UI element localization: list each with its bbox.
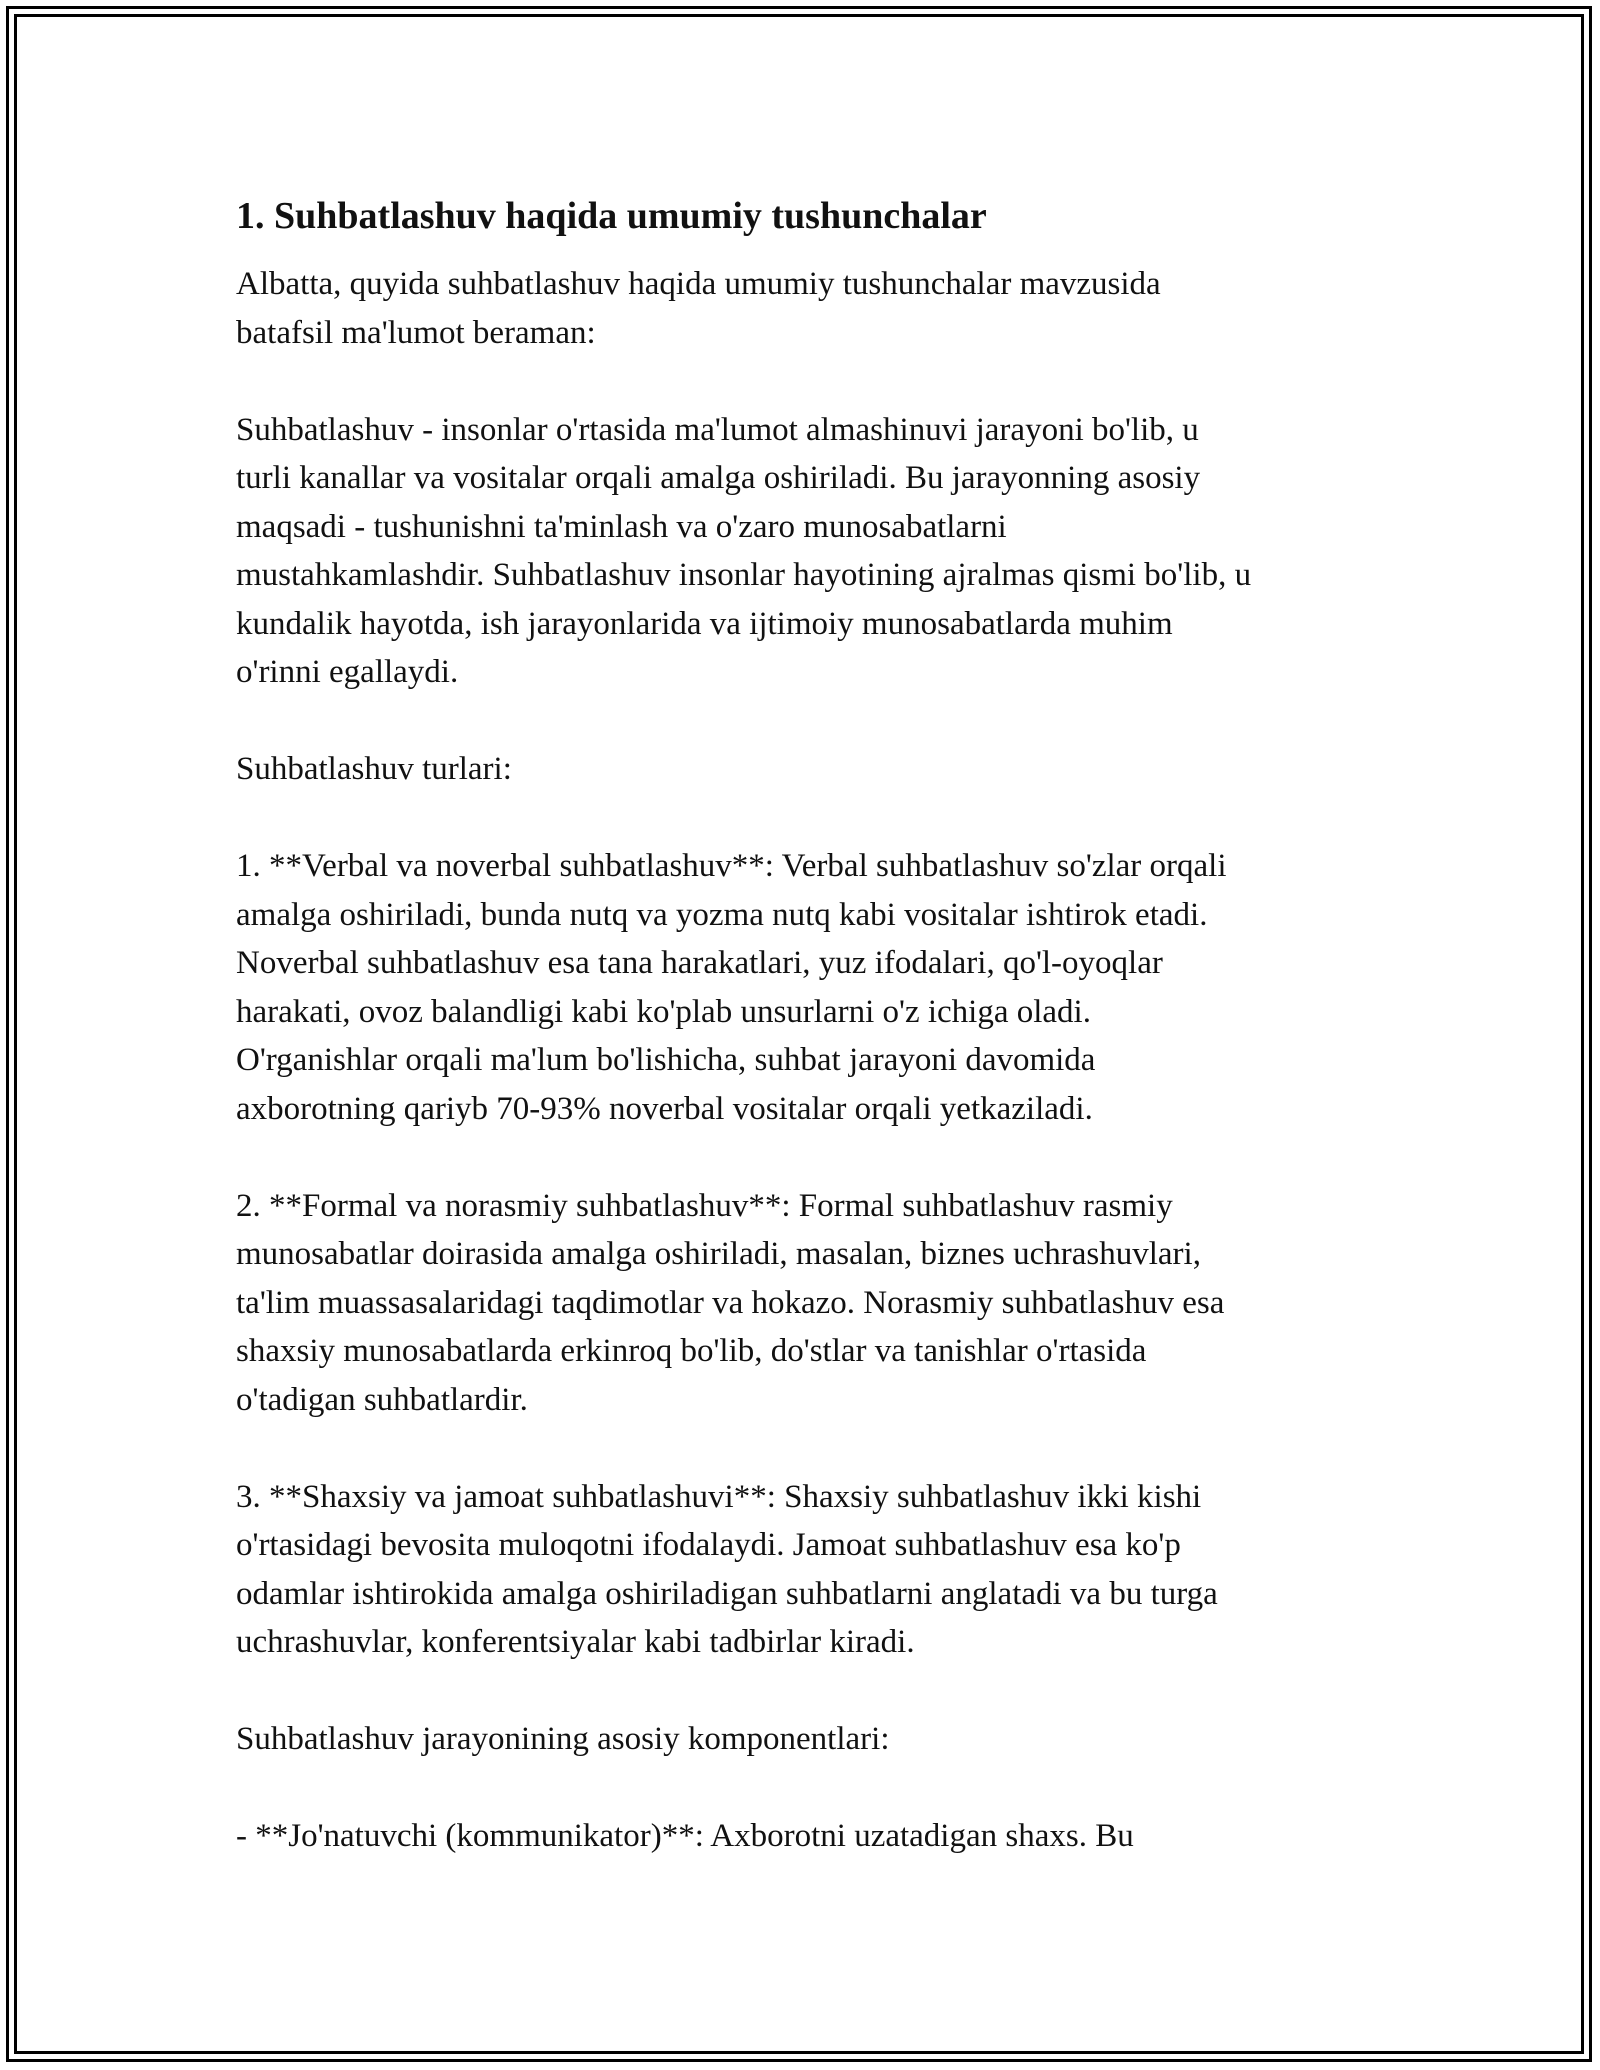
text-line: kundalik hayotda, ish jarayonlarida va ijtimoiy munosabatlarda muhim	[236, 605, 1173, 642]
text-line: 2. **Formal va norasmiy suhbatlashuv**: Formal suhbatlashuv rasmiy	[236, 1187, 1173, 1224]
text-line: turli kanallar va vositalar orqali amalga oshiriladi. Bu jarayonning asosiy	[236, 460, 1201, 496]
text-line: odamlar ishtirokida amalga oshiriladigan suhbatlarni anglatadi va bu turga	[236, 1575, 1218, 1612]
document-page	[236, 190, 1386, 1861]
paragraph-gap	[236, 357, 1386, 406]
paragraph	[236, 842, 1386, 1133]
text-line: o'rinni egallaydi.	[236, 654, 459, 690]
paragraph	[236, 1182, 1386, 1425]
text-line: Noverbal suhbatlashuv esa tana harakatlari, yuz ifodalari, qo'l-oyoqlar	[236, 945, 1163, 981]
paragraph-gap	[236, 1133, 1386, 1182]
text-line: maqsadi - tushunishni ta'minlash va o'zaro munosabatlarni	[236, 508, 1007, 545]
paragraph	[236, 1473, 1386, 1667]
text-line: o'tadigan suhbatlardir.	[236, 1381, 528, 1418]
text-line: o'rtasidagi bevosita muloqotni ifodalaydi. Jamoat suhbatlashuv esa ko'p	[236, 1527, 1181, 1563]
text-line: mustahkamlashdir. Suhbatlashuv insonlar hayotining ajralmas qismi bo'lib, u	[236, 557, 1252, 593]
paragraph-gap	[236, 1667, 1386, 1716]
text-line: harakati, ovoz balandligi kabi ko'plab unsurlarni o'z ichiga oladi.	[236, 993, 1091, 1030]
text-line: 3. **Shaxsiy va jamoat suhbatlashuvi**: Shaxsiy suhbatlashuv ikki kishi	[236, 1478, 1202, 1515]
paragraph	[236, 1812, 1386, 1861]
paragraph	[236, 1715, 1386, 1764]
text-line: - **Jo'natuvchi (kommunikator)**: Axborotni uzatadigan shaxs. Bu	[236, 1818, 1134, 1854]
text-line: batafsil ma'lumot beraman:	[236, 314, 596, 351]
text-line: O'rganishlar orqali ma'lum bo'lishicha, suhbat jarayoni davomida	[236, 1042, 1096, 1078]
document-body	[236, 260, 1386, 1861]
paragraph	[236, 260, 1386, 357]
text-line: Suhbatlashuv turlari:	[236, 751, 512, 787]
paragraph-gap	[236, 1424, 1386, 1473]
text-line: ta'lim muassasalaridagi taqdimotlar va hokazo. Norasmiy suhbatlashuv esa	[236, 1284, 1225, 1321]
text-line: amalga oshiriladi, bunda nutq va yozma nutq kabi vositalar ishtirok etadi.	[236, 896, 1208, 933]
paragraph	[236, 745, 1386, 794]
paragraph-gap	[236, 1764, 1386, 1813]
text-line: 1. **Verbal va noverbal suhbatlashuv**: Verbal suhbatlashuv so'zlar orqali	[236, 848, 1227, 884]
text-line: Suhbatlashuv jarayonining asosiy komponentlari:	[236, 1721, 890, 1757]
text-line: shaxsiy munosabatlarda erkinroq bo'lib, do'stlar va tanishlar o'rtasida	[236, 1333, 1147, 1369]
text-line: axborotning qariyb 70-93% noverbal vositalar orqali yetkaziladi.	[236, 1090, 1093, 1127]
text-line: Suhbatlashuv - insonlar o'rtasida ma'lumot almashinuvi jarayoni bo'lib, u	[236, 411, 1199, 448]
paragraph	[236, 406, 1386, 697]
section-heading: 1. Suhbatlashuv haqida umumiy tushunchalar	[236, 195, 987, 237]
text-line: munosabatlar doirasida amalga oshiriladi, masalan, biznes uchrashuvlari,	[236, 1236, 1201, 1272]
text-line: Albatta, quyida suhbatlashuv haqida umumiy tushunchalar mavzusida	[236, 266, 1161, 302]
paragraph-gap	[236, 794, 1386, 843]
paragraph-gap	[236, 697, 1386, 746]
text-line: uchrashuvlar, konferentsiyalar kabi tadbirlar kiradi.	[236, 1624, 915, 1660]
